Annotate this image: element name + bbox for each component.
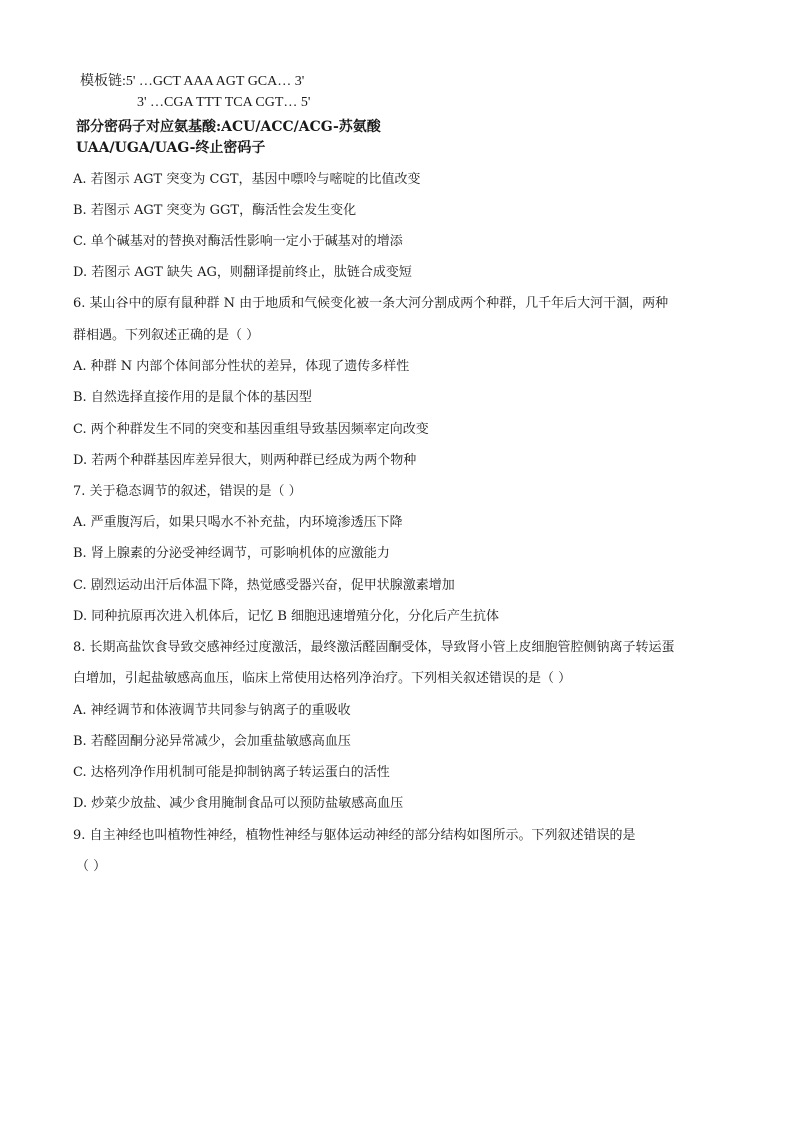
q5-option-c: C. 单个碱基对的替换对酶活性影响一定小于碱基对的增添 bbox=[73, 234, 403, 249]
q9-stem-line1: 9. 自主神经也叫植物性神经，植物性神经与躯体运动神经的部分结构如图所示。下列叙述错误的是 bbox=[73, 828, 636, 843]
q6-option-b: B. 自然选择直接作用的是鼠个体的基因型 bbox=[73, 390, 312, 405]
template-strand-line: 模板链:5' …GCT AAA AGT GCA… 3' bbox=[80, 74, 305, 89]
q6-option-c: C. 两个种群发生不同的突变和基因重组导致基因频率定向改变 bbox=[73, 422, 429, 437]
q7-option-a: A. 严重腹泻后，如果只喝水不补充盐，内环境渗透压下降 bbox=[73, 515, 403, 530]
q8-stem-line1: 8. 长期高盐饮食导致交感神经过度激活，最终激活醛固酮受体，导致肾小管上皮细胞管腔侧钠离子转运蛋 bbox=[73, 640, 675, 655]
q8-stem-line2: 白增加，引起盐敏感高血压，临床上常使用达格列净治疗。下列相关叙述错误的是（ ） bbox=[73, 671, 572, 686]
q7-option-b: B. 肾上腺素的分泌受神经调节，可影响机体的应激能力 bbox=[73, 546, 390, 561]
q8-option-b: B. 若醛固酮分泌异常减少，会加重盐敏感高血压 bbox=[73, 734, 351, 749]
q6-stem-line2: 群相遇。下列叙述正确的是（ ） bbox=[73, 328, 260, 343]
q7-option-d: D. 同种抗原再次进入机体后，记忆 B 细胞迅速增殖分化，分化后产生抗体 bbox=[73, 609, 500, 624]
q6-option-a: A. 种群 N 内部个体间部分性状的差异，体现了遗传多样性 bbox=[73, 359, 410, 374]
q8-option-a: A. 神经调节和体液调节共同参与钠离子的重吸收 bbox=[73, 703, 351, 718]
q6-stem-line1: 6. 某山谷中的原有鼠种群 N 由于地质和气候变化被一条大河分割成两个种群，几千年后大河干涸，两种 bbox=[73, 296, 669, 311]
q7-stem: 7. 关于稳态调节的叙述，错误的是（ ） bbox=[73, 484, 302, 499]
stop-codon-note: UAA/UGA/UAG-终止密码子 bbox=[76, 140, 266, 156]
q5-option-b: B. 若图示 AGT 突变为 GGT，酶活性会发生变化 bbox=[73, 203, 357, 218]
codon-note: 部分密码子对应氨基酸:ACU/ACC/ACG-苏氨酸 bbox=[76, 119, 381, 135]
q9-stem-line2: （ ） bbox=[76, 859, 107, 874]
q8-option-c: C. 达格列净作用机制可能是抑制钠离子转运蛋白的活性 bbox=[73, 765, 390, 780]
q5-option-d: D. 若图示 AGT 缺失 AG，则翻译提前终止，肽链合成变短 bbox=[73, 265, 412, 280]
q6-option-d: D. 若两个种群基因库差异很大，则两种群已经成为两个物种 bbox=[73, 453, 417, 468]
q8-option-d: D. 炒菜少放盐、减少食用腌制食品可以预防盐敏感高血压 bbox=[73, 796, 404, 811]
complementary-strand-line: 3' …CGA TTT TCA CGT… 5' bbox=[137, 95, 311, 110]
q5-option-a: A. 若图示 AGT 突变为 CGT，基因中嘌呤与嘧啶的比值改变 bbox=[73, 172, 421, 187]
q7-option-c: C. 剧烈运动出汗后体温下降，热觉感受器兴奋，促甲状腺激素增加 bbox=[73, 578, 455, 593]
